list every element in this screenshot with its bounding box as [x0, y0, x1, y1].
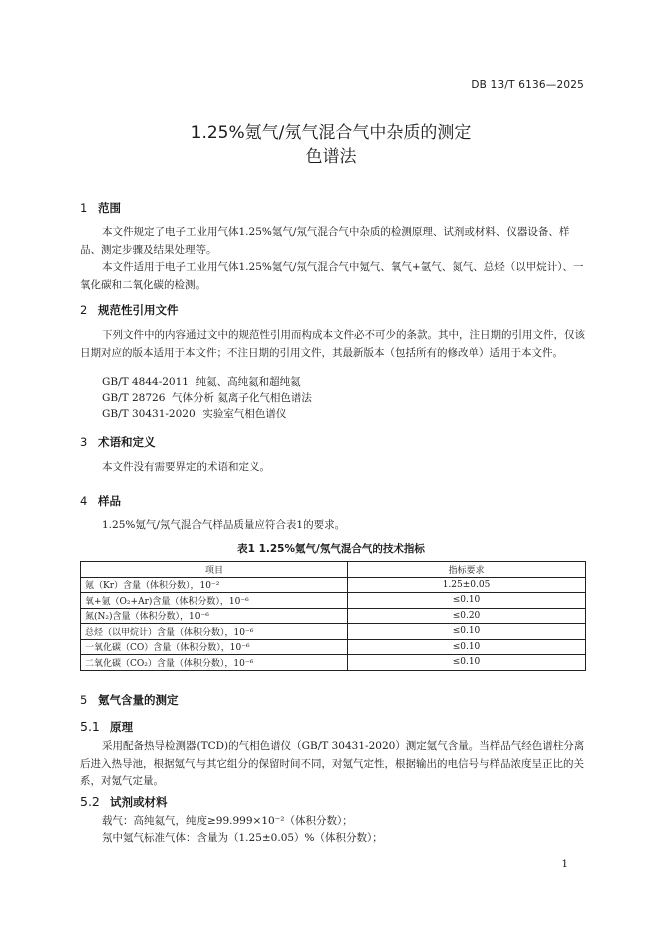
- table-cell-item: 氮(N₂)含量（体积分数），10⁻⁶: [81, 608, 348, 624]
- table-row: [81, 577, 586, 593]
- table-cell-item: 总烃（以甲烷计）含量（体积分数），10⁻⁶: [81, 624, 348, 640]
- reference-item: GB/T 4844-2011 纯氦、高纯氦和超纯氦: [102, 376, 301, 388]
- document-code: DB 13/T 6136—2025: [471, 79, 584, 91]
- subsection-title: 试剂或材料: [110, 795, 168, 809]
- section-title: 范围: [98, 201, 121, 215]
- paragraph: 下列文件中的内容通过文中的规范性引用而构成本文件必不可少的条款。其中，注日期的引用文件，仅该日期对应的版本适用于本文件；不注日期的引用文件，其最新版本（包括所有的修改单）适用于本文件。: [80, 329, 585, 359]
- paragraph: 1.25%氪气/氖气混合气样品质量应符合表1的要求。: [102, 519, 346, 531]
- table-row: [81, 639, 586, 655]
- subsection-title: 原理: [110, 720, 133, 734]
- table-cell-value: ≤0.20: [348, 608, 586, 624]
- spec-table: [80, 561, 586, 671]
- table-row: [81, 593, 586, 609]
- table-header-item: 项目: [81, 562, 348, 578]
- section-number: 2: [80, 303, 88, 317]
- subsection-heading-5-1: [80, 719, 133, 735]
- table-cell-item: 氧+氩（O₂+Ar)含量（体积分数），10⁻⁶: [81, 593, 348, 609]
- table-row: [81, 624, 586, 640]
- section-heading-1: [80, 200, 121, 216]
- table-header-requirement: 指标要求: [348, 562, 586, 578]
- table-caption: 表1 1.25%氪气/氖气混合气的技术指标: [237, 543, 425, 555]
- section-heading-3: [80, 434, 156, 450]
- table-row: [81, 655, 586, 671]
- document-title: 1.25%氪气/氖气混合气中杂质的测定: [190, 123, 472, 143]
- paragraph: 本文件规定了电子工业用气体1.25%氪气/氖气混合气中杂质的检测原理、试剂或材料、仪器设备、样品、测定步骤及结果处理等。: [80, 226, 570, 256]
- paragraph: 本文件没有需要界定的术语和定义。: [102, 461, 270, 473]
- paragraph: 采用配备热导检测器(TCD)的气相色谱仪（GB/T 30431-2020）测定氪气含量。当样品气经色谱柱分离后进入热导池，根据氪气与其它组分的保留时间不同，对氪气定性，根据输出的电信号与样品浓度呈正比的关系，对氪气定量。: [80, 740, 585, 787]
- section-number: 3: [80, 435, 88, 449]
- paragraph: 本文件适用于电子工业用气体1.25%氪气/氖气混合气中氪气、氧气+氩气、氮气、总烃（以甲烷计）、一氧化碳和二氧化碳的检测。: [80, 261, 584, 291]
- document-subtitle: 色谱法: [305, 147, 357, 167]
- table-cell-item: 一氧化碳（CO）含量（体积分数），10⁻⁶: [81, 639, 348, 655]
- section-heading-4: [80, 493, 121, 509]
- subsection-number: 5.1: [80, 719, 100, 734]
- list-line: 载气：高纯氦气，纯度≥99.999×10⁻²（体积分数）；: [102, 815, 353, 827]
- table-row: [81, 608, 586, 624]
- section-title: 规范性引用文件: [98, 303, 179, 317]
- table-cell-item: 二氧化碳（CO₂）含量（体积分数），10⁻⁶: [81, 655, 348, 671]
- subsection-heading-5-2: [80, 794, 168, 810]
- table-cell-value: ≤0.10: [348, 593, 586, 609]
- table-header-row: [81, 562, 586, 578]
- table-cell-value: 1.25±0.05: [348, 577, 586, 593]
- table-cell-value: ≤0.10: [348, 639, 586, 655]
- table-cell-value: ≤0.10: [348, 624, 586, 640]
- page-number: 1: [561, 858, 568, 870]
- section-heading-5: [80, 692, 179, 708]
- section-number: 1: [80, 201, 88, 215]
- section-number: 5: [80, 693, 88, 707]
- section-title: 样品: [98, 494, 121, 508]
- table-cell-item: 氪（Kr）含量（体积分数），10⁻²: [81, 577, 348, 593]
- section-title: 术语和定义: [98, 435, 156, 449]
- table-cell-value: ≤0.10: [348, 655, 586, 671]
- section-title: 氪气含量的测定: [98, 693, 179, 707]
- reference-item: GB/T 30431-2020 实验室气相色谱仪: [102, 408, 287, 420]
- section-number: 4: [80, 494, 88, 508]
- section-heading-2: [80, 302, 179, 318]
- subsection-number: 5.2: [80, 794, 100, 809]
- reference-item: GB/T 28726 气体分析 氦离子化气相色谱法: [102, 392, 312, 404]
- list-line: 氖中氪气标准气体：含量为（1.25±0.05）%（体积分数）；: [102, 832, 383, 844]
